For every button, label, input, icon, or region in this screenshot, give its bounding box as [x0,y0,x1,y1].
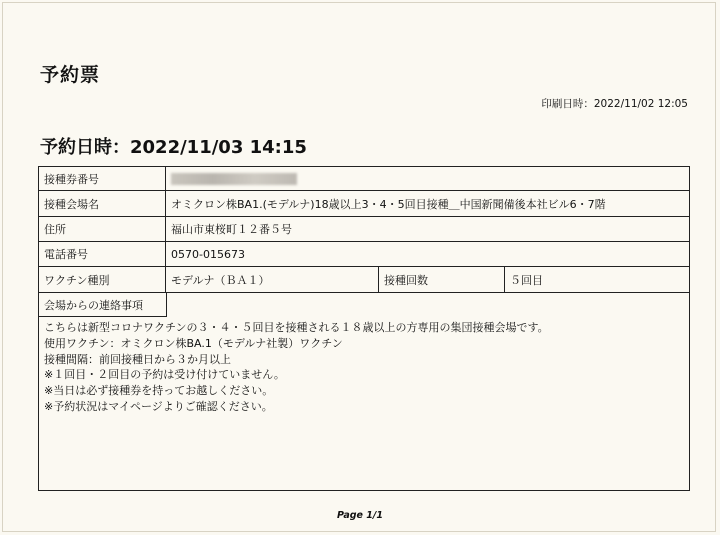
page-number: Page 1/1 [336,510,383,521]
notes-line: ※当日は必ず接種券を持ってお越しください。 [44,384,274,398]
table-row-vaccine [39,267,689,293]
table-row-venue [39,191,689,217]
notes-line: 使用ワクチン：オミクロン株BA.1（モデルナ社製）ワクチン [44,336,343,350]
notes-line: こちらは新型コロナワクチンの３・４・５回目を接種される１８歳以上の方専用の集団接種会場です。 [44,321,549,334]
ticket-number-value [166,167,689,190]
notes-line: ※予約状況はマイページよりご確認ください。 [44,399,273,413]
phone-label: 電話番号 [39,242,166,266]
vaccine-type-value: モデルナ（ＢＡ１） [166,267,379,292]
dose-count-label: 接種回数 [379,267,505,292]
print-date: 印刷日時：2022/11/02 12:05 [541,98,688,110]
reservation-table [38,166,690,491]
address-label: 住所 [39,217,166,241]
vaccine-type-label: ワクチン種別 [39,267,166,292]
venue-notes [44,320,684,415]
venue-label: 接種会場名 [39,191,166,216]
redacted-ticket-number [171,173,297,185]
phone-value: 0570-015673 [171,247,245,261]
table-row-address [39,217,689,242]
reservation-datetime: 予約日時：2022/11/03 14:15 [40,137,307,158]
dose-count-value: ５回目 [510,273,543,287]
venue-value: オミクロン株BA1.(モデルナ)18歳以上3・4・5回目接種＿中国新聞備後本社ビル6・7階 [171,197,606,211]
table-row-phone [39,242,689,267]
table-row-ticket-number [39,167,689,191]
venue-notes-label: 会場からの連絡事項 [39,293,167,317]
address-value: 福山市東桜町１２番５号 [171,223,292,236]
notes-line: 接種間隔：前回接種日から３か月以上 [44,352,231,366]
document-title: 予約票 [40,64,101,86]
ticket-number-label: 接種券番号 [39,167,166,190]
notes-line: ※１回目・２回目の予約は受け付けていません。 [44,368,285,382]
